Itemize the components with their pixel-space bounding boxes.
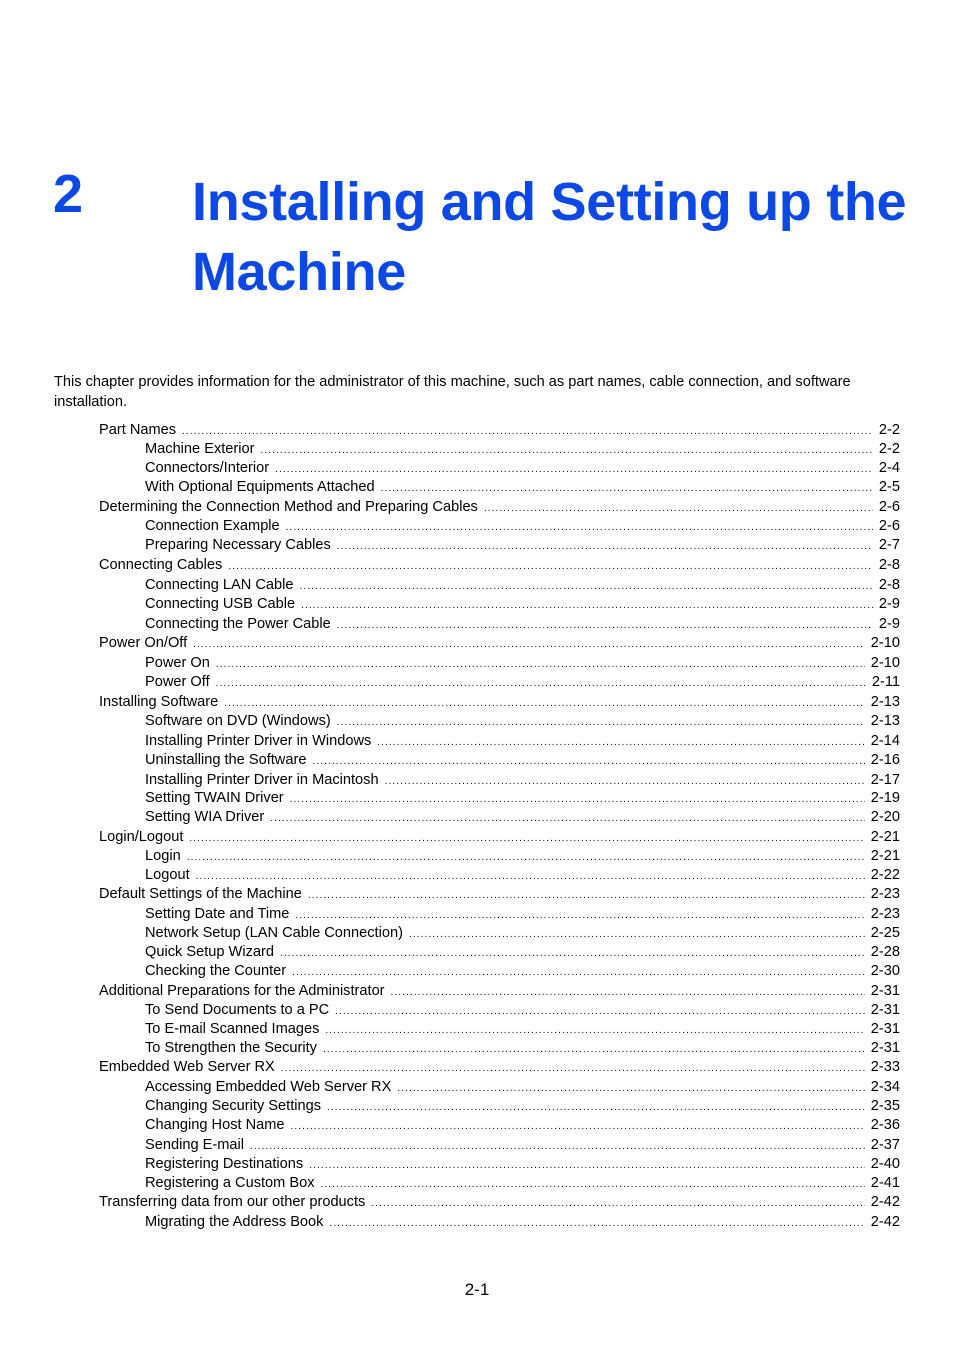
toc-subentry[interactable] — [145, 789, 900, 809]
toc-leader-dots — [196, 867, 865, 886]
toc-subentry[interactable] — [145, 808, 900, 828]
toc-entry-page: 2-41 — [870, 1175, 900, 1191]
toc-leader-dots — [216, 655, 865, 674]
toc-subentry[interactable] — [145, 1155, 900, 1175]
toc-subentry[interactable] — [145, 654, 900, 674]
toc-entry-page: 2-31 — [870, 983, 900, 999]
toc-subentry[interactable] — [145, 440, 900, 460]
toc-entry-title: Registering Destinations — [145, 1156, 304, 1172]
toc-entry-title: Machine Exterior — [145, 441, 255, 457]
toc-entry-title: Default Settings of the Machine — [99, 886, 302, 902]
toc-entry-title: Setting WIA Driver — [145, 809, 265, 825]
toc-entry[interactable] — [99, 885, 900, 905]
toc-leader-dots — [337, 616, 873, 635]
toc-entry-page: 2-9 — [878, 596, 900, 612]
toc-entry-title: Setting Date and Time — [145, 906, 290, 922]
toc-entry-page: 2-40 — [870, 1156, 900, 1172]
toc-entry-page: 2-33 — [870, 1059, 900, 1075]
toc-leader-dots — [308, 886, 865, 905]
toc-entry-page: 2-42 — [870, 1194, 900, 1210]
toc-leader-dots — [371, 1194, 864, 1213]
toc-entry-page: 2-21 — [870, 848, 900, 864]
toc-leader-dots — [301, 596, 873, 615]
toc-entry-title: Transferring data from our other products — [99, 1194, 366, 1210]
toc-entry-page: 2-4 — [878, 460, 900, 476]
toc-entry[interactable] — [99, 693, 900, 713]
toc-leader-dots — [224, 694, 865, 713]
toc-entry[interactable] — [99, 634, 900, 654]
toc-entry-title: Connectors/Interior — [145, 460, 270, 476]
toc-entry-page: 2-2 — [878, 422, 900, 438]
toc-entry-title: Logout — [145, 867, 190, 883]
toc-subentry[interactable] — [145, 962, 900, 982]
toc-entry-page: 2-31 — [870, 1040, 900, 1056]
toc-entry-page: 2-36 — [870, 1117, 900, 1133]
toc-entry-page: 2-31 — [870, 1002, 900, 1018]
toc-subentry[interactable] — [145, 459, 900, 479]
chapter-title: Installing and Setting up the Machine — [192, 172, 907, 302]
toc-entry-page: 2-11 — [871, 674, 900, 690]
page-number: 2-1 — [464, 1280, 490, 1299]
toc-entry-page: 2-5 — [878, 479, 900, 495]
toc-entry-page: 2-16 — [870, 752, 900, 768]
toc-entry-page: 2-22 — [870, 867, 900, 883]
toc-entry-page: 2-17 — [870, 772, 900, 788]
toc-entry-title: Software on DVD (Windows) — [145, 713, 331, 729]
toc-leader-dots — [286, 518, 873, 537]
toc-subentry[interactable] — [145, 771, 900, 791]
toc-leader-dots — [182, 422, 873, 441]
toc-subentry[interactable] — [145, 478, 900, 498]
toc-leader-dots — [270, 809, 865, 828]
toc-entry-page: 2-6 — [878, 499, 900, 515]
toc-leader-dots — [291, 1117, 865, 1136]
toc-entry-title: Accessing Embedded Web Server RX — [145, 1079, 392, 1095]
toc-entry-page: 2-13 — [870, 713, 900, 729]
toc-entry-page: 2-19 — [870, 790, 900, 806]
toc-subentry[interactable] — [145, 517, 900, 537]
toc-leader-dots — [299, 577, 872, 596]
toc-leader-dots — [280, 944, 865, 963]
toc-leader-dots — [397, 1079, 864, 1098]
toc-entry-title: Changing Host Name — [145, 1117, 285, 1133]
toc-subentry[interactable] — [145, 847, 900, 867]
toc-leader-dots — [377, 733, 865, 752]
toc-entry-page: 2-23 — [870, 906, 900, 922]
toc-subentry[interactable] — [145, 1097, 900, 1117]
toc-entry-title: Power Off — [145, 674, 210, 690]
chapter-number: 2 — [53, 164, 84, 224]
toc-subentry[interactable] — [145, 751, 900, 771]
toc-subentry[interactable] — [145, 1136, 900, 1156]
toc-entry-title: Connecting Cables — [99, 557, 223, 573]
toc-subentry[interactable] — [145, 1213, 900, 1233]
toc-entry-page: 2-20 — [870, 809, 900, 825]
toc-entry-page: 2-28 — [870, 944, 900, 960]
toc-leader-dots — [325, 1021, 864, 1040]
toc-subentry[interactable] — [145, 943, 900, 963]
toc-leader-dots — [187, 848, 865, 867]
toc-leader-dots — [292, 963, 865, 982]
toc-entry-page: 2-10 — [870, 655, 900, 671]
toc-entry-page: 2-9 — [878, 616, 900, 632]
toc-entry-title: Uninstalling the Software — [145, 752, 307, 768]
toc-entry-title: Migrating the Address Book — [145, 1214, 324, 1230]
toc-leader-dots — [484, 499, 873, 518]
toc-leader-dots — [337, 713, 865, 732]
toc-subentry[interactable] — [145, 576, 900, 596]
toc-entry[interactable] — [99, 498, 900, 518]
toc-entry-page: 2-8 — [878, 557, 900, 573]
toc-entry-title: Quick Setup Wizard — [145, 944, 274, 960]
toc-subentry[interactable] — [145, 924, 900, 944]
toc-entry[interactable] — [99, 1058, 900, 1078]
toc-entry-page: 2-25 — [870, 925, 900, 941]
toc-subentry[interactable] — [145, 712, 900, 732]
chapter-intro: This chapter provides information for the administrator of this machine, such as part names, cable connection, and software installation. — [54, 374, 851, 410]
toc-entry-title: Part Names — [99, 422, 177, 438]
toc-entry-title: Determining the Connection Method and Preparing Cables — [99, 499, 478, 515]
toc-subentry[interactable] — [145, 1039, 900, 1059]
toc-leader-dots — [281, 1059, 865, 1078]
toc-leader-dots — [335, 1002, 865, 1021]
toc-entry-title: Additional Preparations for the Administrator — [99, 983, 385, 999]
toc-entry-page: 2-13 — [870, 694, 900, 710]
toc-leader-dots — [327, 1098, 865, 1117]
toc-entry-title: Checking the Counter — [145, 963, 287, 979]
toc-entry-title: To Strengthen the Security — [145, 1040, 317, 1056]
toc-leader-dots — [323, 1040, 865, 1059]
toc-entry[interactable] — [99, 421, 900, 441]
toc-leader-dots — [250, 1137, 865, 1156]
toc-subentry[interactable] — [145, 1001, 900, 1021]
toc-subentry[interactable] — [145, 673, 900, 693]
toc-leader-dots — [261, 441, 873, 460]
toc-entry-page: 2-7 — [878, 537, 900, 553]
toc-leader-dots — [391, 983, 865, 1002]
toc-entry-page: 2-6 — [878, 518, 900, 534]
toc-leader-dots — [381, 479, 873, 498]
toc-entry-title: Preparing Necessary Cables — [145, 537, 331, 553]
toc-entry-page: 2-30 — [870, 963, 900, 979]
toc-leader-dots — [290, 790, 865, 809]
toc-entry-page: 2-10 — [870, 635, 900, 651]
toc-entry-page: 2-37 — [870, 1137, 900, 1153]
toc-entry-page: 2-42 — [870, 1214, 900, 1230]
toc-entry-page: 2-31 — [870, 1021, 900, 1037]
toc-leader-dots — [321, 1175, 865, 1194]
toc-entry-page: 2-35 — [870, 1098, 900, 1114]
toc-entry-title: Setting TWAIN Driver — [145, 790, 284, 806]
toc-subentry[interactable] — [145, 905, 900, 925]
toc-leader-dots — [216, 674, 866, 693]
toc-entry-page: 2-14 — [870, 733, 900, 749]
toc-entry-title: Connecting USB Cable — [145, 596, 296, 612]
toc-leader-dots — [337, 537, 873, 556]
toc-subentry[interactable] — [145, 536, 900, 556]
toc-entry-title: Connection Example — [145, 518, 280, 534]
toc-entry-title: To E-mail Scanned Images — [145, 1021, 320, 1037]
toc-entry-title: Embedded Web Server RX — [99, 1059, 275, 1075]
toc-entry-page: 2-23 — [870, 886, 900, 902]
toc-entry-title: To Send Documents to a PC — [145, 1002, 330, 1018]
toc-entry-title: Sending E-mail — [145, 1137, 244, 1153]
toc-leader-dots — [309, 1156, 865, 1175]
toc-entry-title: Changing Security Settings — [145, 1098, 322, 1114]
toc-entry-title: Login/Logout — [99, 829, 184, 845]
toc-leader-dots — [329, 1214, 864, 1233]
toc-entry-title: With Optional Equipments Attached — [145, 479, 375, 495]
toc-entry[interactable] — [99, 556, 900, 576]
toc-leader-dots — [275, 460, 873, 479]
toc-entry-title: Connecting the Power Cable — [145, 616, 331, 632]
toc-subentry[interactable] — [145, 1078, 900, 1098]
toc-entry-page: 2-2 — [878, 441, 900, 457]
toc-entry-page: 2-8 — [878, 577, 900, 593]
toc-entry-title: Login — [145, 848, 181, 864]
toc-subentry[interactable] — [145, 615, 900, 635]
toc-entry-title: Network Setup (LAN Cable Connection) — [145, 925, 403, 941]
toc-entry-title: Installing Software — [99, 694, 219, 710]
toc-entry-title: Installing Printer Driver in Windows — [145, 733, 372, 749]
toc-subentry[interactable] — [145, 1020, 900, 1040]
toc-entry[interactable] — [99, 1193, 900, 1213]
toc-entry-title: Connecting LAN Cable — [145, 577, 294, 593]
toc-leader-dots — [312, 752, 864, 771]
toc-leader-dots — [228, 557, 873, 576]
toc-entry[interactable] — [99, 828, 900, 848]
toc-subentry[interactable] — [145, 732, 900, 752]
toc-subentry[interactable] — [145, 1174, 900, 1194]
toc-entry-title: Installing Printer Driver in Macintosh — [145, 772, 379, 788]
toc-entry-title: Registering a Custom Box — [145, 1175, 315, 1191]
toc-entry-title: Power On/Off — [99, 635, 188, 651]
toc-subentry[interactable] — [145, 866, 900, 886]
toc-entry-title: Power On — [145, 655, 210, 671]
toc-leader-dots — [295, 906, 864, 925]
toc-entry[interactable] — [99, 982, 900, 1002]
toc-entry-page: 2-21 — [870, 829, 900, 845]
toc-leader-dots — [189, 829, 864, 848]
toc-leader-dots — [409, 925, 865, 944]
toc-entry-page: 2-34 — [870, 1079, 900, 1095]
toc-subentry[interactable] — [145, 595, 900, 615]
toc-leader-dots — [193, 635, 865, 654]
toc-subentry[interactable] — [145, 1116, 900, 1136]
